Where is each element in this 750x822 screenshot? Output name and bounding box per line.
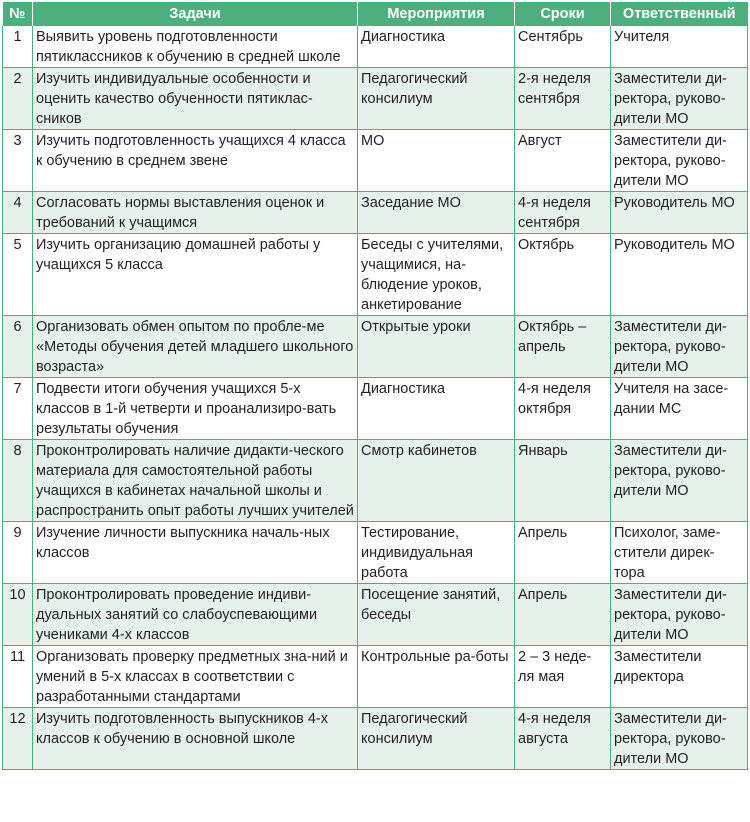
header-row bbox=[3, 2, 748, 26]
row-event: Смотр кабинетов bbox=[358, 440, 515, 522]
row-num: 1 bbox=[3, 26, 33, 68]
row-task: Выявить уровень подготовленности пятиклассников к обучению в средней школе bbox=[33, 26, 358, 68]
row-num: 5 bbox=[3, 234, 33, 316]
row-task: Организовать обмен опытом по пробле-ме «Методы обучения детей младшего школьного возраста» bbox=[33, 316, 358, 378]
table-row bbox=[3, 234, 748, 316]
row-task: Подвести итоги обучения учащихся 5-х классов в 1-й четверти и проанализиро-вать результаты обучения bbox=[33, 378, 358, 440]
row-num: 7 bbox=[3, 378, 33, 440]
table-row bbox=[3, 708, 748, 770]
table-row bbox=[3, 646, 748, 708]
table-row bbox=[3, 192, 748, 234]
row-date: 4-я неделя октября bbox=[515, 378, 611, 440]
row-num: 9 bbox=[3, 522, 33, 584]
table-row bbox=[3, 522, 748, 584]
row-date: Сентябрь bbox=[515, 26, 611, 68]
row-responsible: Руководитель МО bbox=[611, 192, 748, 234]
row-num: 10 bbox=[3, 584, 33, 646]
row-task: Согласовать нормы выставления оценок и требований к учащимся bbox=[33, 192, 358, 234]
row-event: Диагностика bbox=[358, 378, 515, 440]
table-row bbox=[3, 378, 748, 440]
row-num: 6 bbox=[3, 316, 33, 378]
row-responsible: Заместители директора bbox=[611, 646, 748, 708]
row-responsible: Заместители ди-ректора, руково-дители МО bbox=[611, 68, 748, 130]
row-task: Проконтролировать проведение индиви-дуальных занятий со слабоуспевающими учениками 4-х классов bbox=[33, 584, 358, 646]
row-event: Контрольные ра-боты bbox=[358, 646, 515, 708]
row-num: 2 bbox=[3, 68, 33, 130]
row-date: Январь bbox=[515, 440, 611, 522]
header-num: № bbox=[3, 2, 33, 26]
row-event: Открытые уроки bbox=[358, 316, 515, 378]
header-responsible: Ответственный bbox=[611, 2, 748, 26]
row-date: Август bbox=[515, 130, 611, 192]
row-num: 11 bbox=[3, 646, 33, 708]
table-row bbox=[3, 584, 748, 646]
row-event: Посещение занятий, беседы bbox=[358, 584, 515, 646]
row-task: Изучить организацию домашней работы у учащихся 5 класса bbox=[33, 234, 358, 316]
row-responsible: Учителя на засе-дании МС bbox=[611, 378, 748, 440]
row-event: Педагогический консилиум bbox=[358, 68, 515, 130]
row-num: 4 bbox=[3, 192, 33, 234]
row-event: МО bbox=[358, 130, 515, 192]
row-num: 12 bbox=[3, 708, 33, 770]
row-task: Изучить индивидуальные особенности и оценить качество обученности пятиклас-сников bbox=[33, 68, 358, 130]
table-row bbox=[3, 440, 748, 522]
row-responsible: Психолог, заме-стители дирек-тора bbox=[611, 522, 748, 584]
row-event: Педагогический консилиум bbox=[358, 708, 515, 770]
row-task: Организовать проверку предметных зна-ний и умений в 5-х классах в соответствии с разработанными стандартами bbox=[33, 646, 358, 708]
row-task: Изучить подготовленность выпускников 4-х классов к обучению в основной школе bbox=[33, 708, 358, 770]
table-row bbox=[3, 68, 748, 130]
row-date: 4-я неделя сентября bbox=[515, 192, 611, 234]
row-date: Апрель bbox=[515, 522, 611, 584]
row-event: Беседы с учителями, учащимися, на-блюдение уроков, анкетирование bbox=[358, 234, 515, 316]
row-responsible: Заместители ди-ректора, руково-дители МО bbox=[611, 584, 748, 646]
table-row bbox=[3, 26, 748, 68]
row-event: Тестирование, индивидуальная работа bbox=[358, 522, 515, 584]
table-row bbox=[3, 130, 748, 192]
row-responsible: Учителя bbox=[611, 26, 748, 68]
row-date: Апрель bbox=[515, 584, 611, 646]
header-task: Задачи bbox=[33, 2, 358, 26]
row-task: Проконтролировать наличие дидакти-ческого материала для самостоятельной работы учащихся в кабинетах начальной школы и распространить опыт работы лучших учителей bbox=[33, 440, 358, 522]
row-event: Диагностика bbox=[358, 26, 515, 68]
row-date: Октябрь – апрель bbox=[515, 316, 611, 378]
row-task: Изучить подготовленность учащихся 4 класса к обучению в среднем звене bbox=[33, 130, 358, 192]
row-num: 3 bbox=[3, 130, 33, 192]
header-event: Мероприятия bbox=[358, 2, 515, 26]
row-date: Октябрь bbox=[515, 234, 611, 316]
row-responsible: Руководитель МО bbox=[611, 234, 748, 316]
row-date: 2 – 3 неде-ля мая bbox=[515, 646, 611, 708]
header-date: Сроки bbox=[515, 2, 611, 26]
row-date: 2-я неделя сентября bbox=[515, 68, 611, 130]
table-row bbox=[3, 316, 748, 378]
row-date: 4-я неделя августа bbox=[515, 708, 611, 770]
row-responsible: Заместители ди-ректора, руково-дители МО bbox=[611, 708, 748, 770]
plan-table bbox=[2, 2, 748, 770]
row-responsible: Заместители ди-ректора, руково-дители МО bbox=[611, 440, 748, 522]
row-event: Заседание МО bbox=[358, 192, 515, 234]
row-task: Изучение личности выпускника началь-ных классов bbox=[33, 522, 358, 584]
row-num: 8 bbox=[3, 440, 33, 522]
row-responsible: Заместители ди-ректора, руково-дители МО bbox=[611, 130, 748, 192]
row-responsible: Заместители ди-ректора, руково-дители МО bbox=[611, 316, 748, 378]
